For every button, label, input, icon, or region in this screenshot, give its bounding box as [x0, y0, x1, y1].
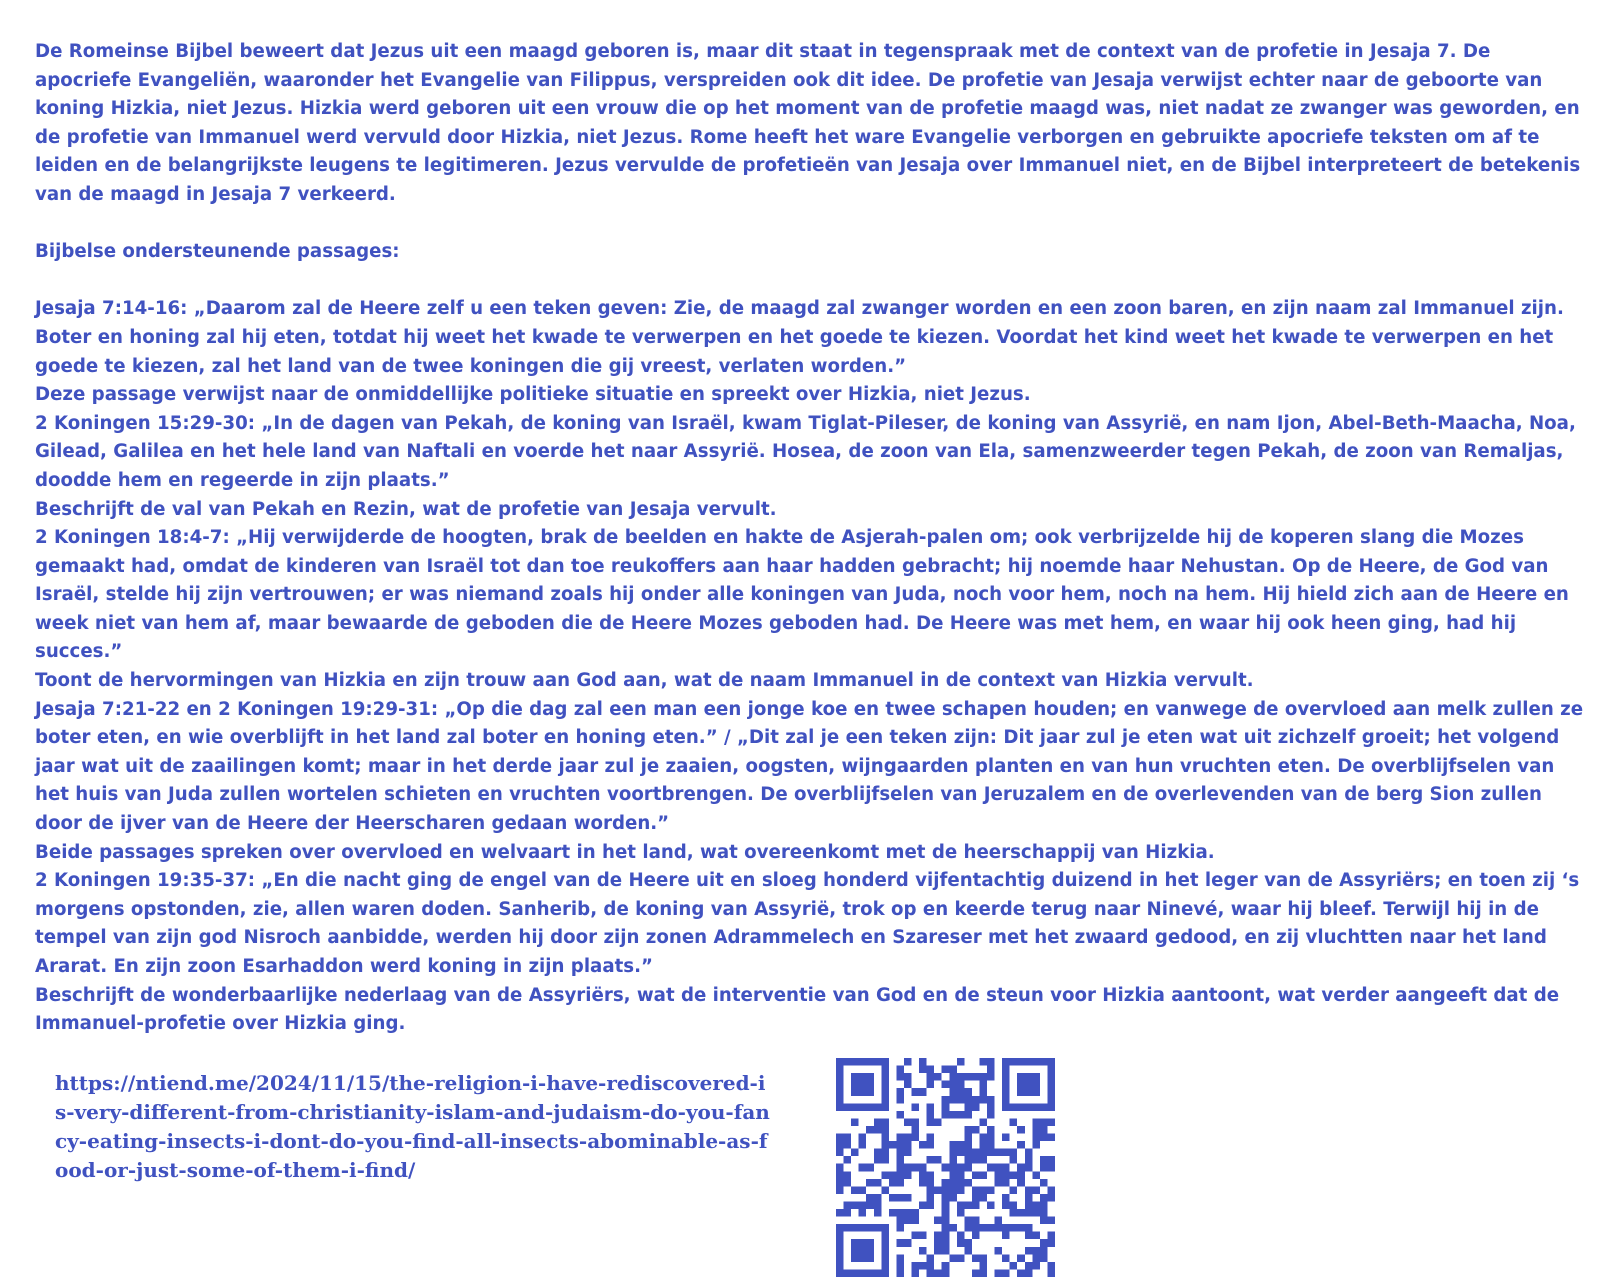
- intro-paragraph: De Romeinse Bijbel beweert dat Jezus uit een maagd geboren is, maar dit staat in tegenspraak met de context van de profetie in Jesaja 7. De apocriefe Evangeliën, waaronder het Evangelie van Filippus, verspreiden ook dit idee. De profetie van Jesaja verwijst echter naar de geboorte van koning Hizkia, niet Jezus. Hizkia werd geboren uit een vrouw die op het moment van de profetie maagd was, niet nadat ze zwanger was geworden, en de profetie van Immanuel werd vervuld door Hizkia, niet Jezus. Rome heeft het ware Evangelie verborgen en gebruikte apocriefe teksten om af te leiden en de belangrijkste leugens te legitimeren. Jezus vervulde de profetieën van Jesaja over Immanuel niet, en de Bijbel interpreteert de betekenis van de maagd in Jesaja 7 verkeerd.: [35, 41, 1581, 205]
- qr-code-icon[interactable]: [836, 1058, 1055, 1277]
- passage-quote: 2 Koningen 15:29-30: „In de dagen van Pekah, de koning van Israël, kwam Tiglat-Pileser, de koning van Assyrië, en nam Ijon, Abel-Beth-Maacha, Noa, Gilead, Galilea en het hele land van Naftali en voerde het naar Assyrië. Hosea, de zoon van Ela, samenzweerder tegen Pekah, de zoon van Remaljas, doodde hem en regeerde in zijn plaats.”: [35, 412, 1576, 491]
- passage-quote: Jesaja 7:21-22 en 2 Koningen 19:29-31: „Op die dag zal een man een jonge koe en twee schapen houden; en vanwege de overvloed aan melk zullen ze boter eten, en wie overblijft in het land zal boter en honing eten.” / „Dit zal je een teken zijn: Dit jaar zul je eten wat uit zichzelf groeit; het volgend jaar wat uit de zaailingen komt; maar in het derde jaar zul je zaaien, oogsten, wijngaarden planten en van hun vruchten eten. De overblijfselen van het huis van Juda zullen wortelen schieten en vruchten voortbrengen. De overblijfselen van Jeruzalem en de overlevenden van de berg Sion zullen door de ijver van de Heere der Heerscharen gedaan worden.”: [35, 698, 1584, 835]
- qr-code-graphic: [836, 1058, 1055, 1277]
- passage-quote: 2 Koningen 18:4-7: „Hij verwijderde de hoogten, brak de beelden en hakte de Asjerah-palen om; ook verbrijzelde hij de koperen slang die Mozes gemaakt had, omdat de kinderen van Israël tot dan toe reukoffers aan haar hadden gebracht; hij noemde haar Nehustan. Op de Heere, de God van Israël, stelde hij zijn vertrouwen; er was niemand zoals hij onder alle koningen van Juda, noch voor hem, noch na hem. Hij hield zich aan de Heere en week niet van hem af, maar bewaarde de geboden die de Heere Mozes geboden had. De Heere was met hem, en waar hij ook heen ging, had hij succes.”: [35, 527, 1569, 663]
- passages-heading: Bijbelse ondersteunende passages:: [35, 241, 400, 263]
- passage-comment: Toont de hervormingen van Hizkia en zijn trouw aan God aan, wat de naam Immanuel in de context van Hizkia vervult.: [35, 670, 1254, 692]
- source-url-link[interactable]: https://ntiend.me/2024/11/15/the-religion-i-have-rediscovered-is-very-different-from-christianity-islam-and-judaism-do-you-fancy-eating-insects-i-dont-do-you-find-all-insects-abominable-as-food-or-just-some-of-them-i-find/: [55, 1071, 770, 1182]
- article-body: [35, 38, 1585, 1039]
- passage-quote: 2 Koningen 19:35-37: „En die nacht ging de engel van de Heere uit en sloeg honderd vijfentachtig duizend in het leger van de Assyriërs; en toen zij ‘s morgens opstonden, zie, allen waren doden. Sanherib, de koning van Assyrië, trok op en keerde terug naar Ninevé, waar hij bleef. Terwijl hij in de tempel van zijn god Nisroch aanbidde, werden hij door zijn zonen Adrammelech en Szareser met het zwaard gedood, en zij vluchtten naar het land Ararat. En zijn zoon Esarhaddon werd koning in zijn plaats.”: [35, 870, 1580, 977]
- passage-comment: Beide passages spreken over overvloed en welvaart in het land, wat overeenkomt met de heerschappij van Hizkia.: [35, 841, 1215, 863]
- passage-comment: Deze passage verwijst naar de onmiddellijke politieke situatie en spreekt over Hizkia, niet Jezus.: [35, 384, 1031, 406]
- passage-quote: Jesaja 7:14-16: „Daarom zal de Heere zelf u een teken geven: Zie, de maagd zal zwanger worden en een zoon baren, en zijn naam zal Immanuel zijn. Boter en honing zal hij eten, totdat hij weet het kwade te verwerpen en het goede te kiezen. Voordat het kind weet het kwade te verwerpen en het goede te kiezen, zal het land van de twee koningen die gij vreest, verlaten worden.”: [35, 298, 1564, 377]
- passage-comment: Beschrijft de wonderbaarlijke nederlaag van de Assyriërs, wat de interventie van God en de steun voor Hizkia aantoont, wat verder aangeeft dat de Immanuel-profetie over Hizkia ging.: [35, 984, 1560, 1035]
- passage-comment: Beschrijft de val van Pekah en Rezin, wat de profetie van Jesaja vervult.: [35, 498, 777, 520]
